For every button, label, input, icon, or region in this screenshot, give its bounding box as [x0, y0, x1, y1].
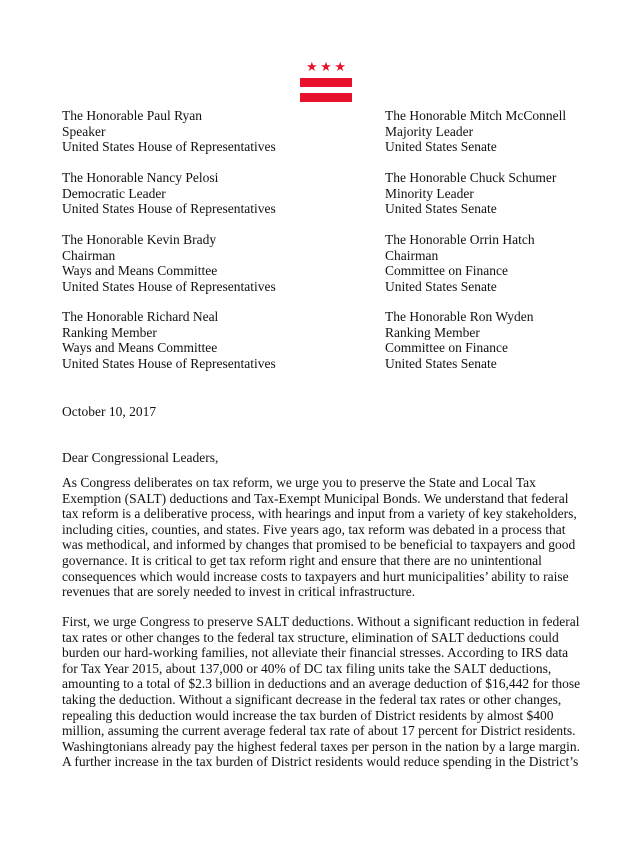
recipient-line: Chairman	[62, 247, 116, 263]
recipient-line: Chairman	[385, 247, 439, 263]
text-line: amounting to a total of $2.3 billion in deductions and an average deduction of $16,442 for those	[62, 676, 581, 692]
recipient-line: Ways and Means Committee	[62, 340, 218, 355]
text-line: was methodical, and informed by changes that promised to be beneficial to taxpayers and good	[62, 537, 576, 553]
recipient-line: United States Senate	[385, 278, 497, 294]
recipient-line: The Honorable Mitch McConnell	[385, 108, 567, 123]
letter-date: October 10, 2017	[62, 404, 157, 419]
recipient-block	[62, 170, 276, 217]
recipient-line: United States House of Representatives	[62, 201, 276, 216]
flag-bar	[300, 78, 352, 87]
recipient-line: United States House of Representatives	[62, 355, 276, 371]
body-paragraph	[62, 614, 582, 770]
recipient-line: United States House of Representatives	[62, 139, 276, 154]
text-line: million, assuming the current average federal tax rate of about 17 percent for District residents.	[62, 723, 576, 739]
star-icon: ★	[320, 59, 332, 74]
star-icon: ★	[306, 59, 318, 74]
text-line: Washingtonians already pay the highest federal taxes per person in the nation by a large margin.	[62, 738, 581, 754]
recipient-line: Ways and Means Committee	[62, 263, 218, 278]
recipient-line: United States House of Representatives	[62, 278, 276, 294]
recipient-line: Speaker	[62, 123, 106, 139]
text-line: Exemption (SALT) deductions and Tax-Exempt Municipal Bonds. We understand that federal	[62, 490, 569, 506]
text-line: repealing this deduction would increase the tax burden of District residents by almost $400	[62, 707, 554, 723]
recipient-block	[385, 170, 556, 217]
salutation: Dear Congressional Leaders,	[62, 450, 219, 465]
recipient-line: The Honorable Kevin Brady	[62, 232, 217, 247]
dc-flag-icon	[300, 60, 352, 102]
recipient-line: Democratic Leader	[62, 185, 166, 201]
recipient-line: United States Senate	[385, 355, 497, 371]
body-paragraph	[62, 475, 582, 600]
recipient-line: Minority Leader	[385, 185, 474, 201]
text-line: As Congress deliberates on tax reform, we urge you to preserve the State and Local Tax	[62, 475, 536, 490]
recipient-line: Ranking Member	[385, 324, 480, 340]
text-line: revenues that are sorely needed to invest in critical infrastructure.	[62, 584, 416, 600]
recipient-block	[62, 232, 276, 294]
star-icon: ★	[334, 59, 346, 74]
text-line: A further increase in the tax burden of District residents would reduce spending in the District’s	[62, 754, 579, 770]
flag-bar	[300, 93, 352, 102]
recipient-line: The Honorable Ron Wyden	[385, 309, 534, 324]
recipient-line: The Honorable Richard Neal	[62, 309, 219, 324]
recipient-block	[385, 309, 534, 371]
recipient-line: Committee on Finance	[385, 263, 508, 278]
recipient-block	[62, 309, 276, 371]
recipient-line: United States Senate	[385, 139, 497, 154]
text-line: First, we urge Congress to preserve SALT deductions. Without a significant reduction in federal	[62, 614, 580, 629]
recipient-line: Committee on Finance	[385, 340, 508, 355]
text-line: burden our hard-working families, not alleviate their financial stresses. According to IRS data	[62, 645, 569, 661]
recipient-block	[62, 108, 276, 155]
text-line: taking the deduction. Without a significant decrease in the federal tax rates or other changes,	[62, 691, 562, 707]
recipient-line: The Honorable Paul Ryan	[62, 108, 203, 123]
recipient-block	[385, 232, 535, 294]
recipient-line: The Honorable Nancy Pelosi	[62, 170, 219, 185]
recipient-line: Ranking Member	[62, 324, 157, 340]
text-line: tax rates or other changes to the federal tax structure, elimination of SALT deductions could	[62, 629, 559, 645]
text-line: consequences which would increase costs to taxpayers and hurt municipalities’ ability to raise	[62, 568, 569, 584]
text-line: governance. It is critical to get tax reform right and ensure that there are no unintentional	[62, 552, 542, 568]
recipient-line: The Honorable Chuck Schumer	[385, 170, 557, 185]
recipient-block	[385, 108, 566, 155]
recipient-line: Majority Leader	[385, 123, 474, 139]
recipient-line: United States Senate	[385, 201, 497, 216]
recipient-line: The Honorable Orrin Hatch	[385, 232, 535, 247]
text-line: tax reform is a deliberative process, with hearings and input from a variety of key stakeholders,	[62, 506, 577, 522]
text-line: for Tax Year 2015, about 137,000 or 40% of DC tax filing units take the SALT deductions,	[62, 660, 552, 676]
text-line: including cities, counties, and states. Five years ago, tax reform was debated in a process that	[62, 521, 566, 537]
